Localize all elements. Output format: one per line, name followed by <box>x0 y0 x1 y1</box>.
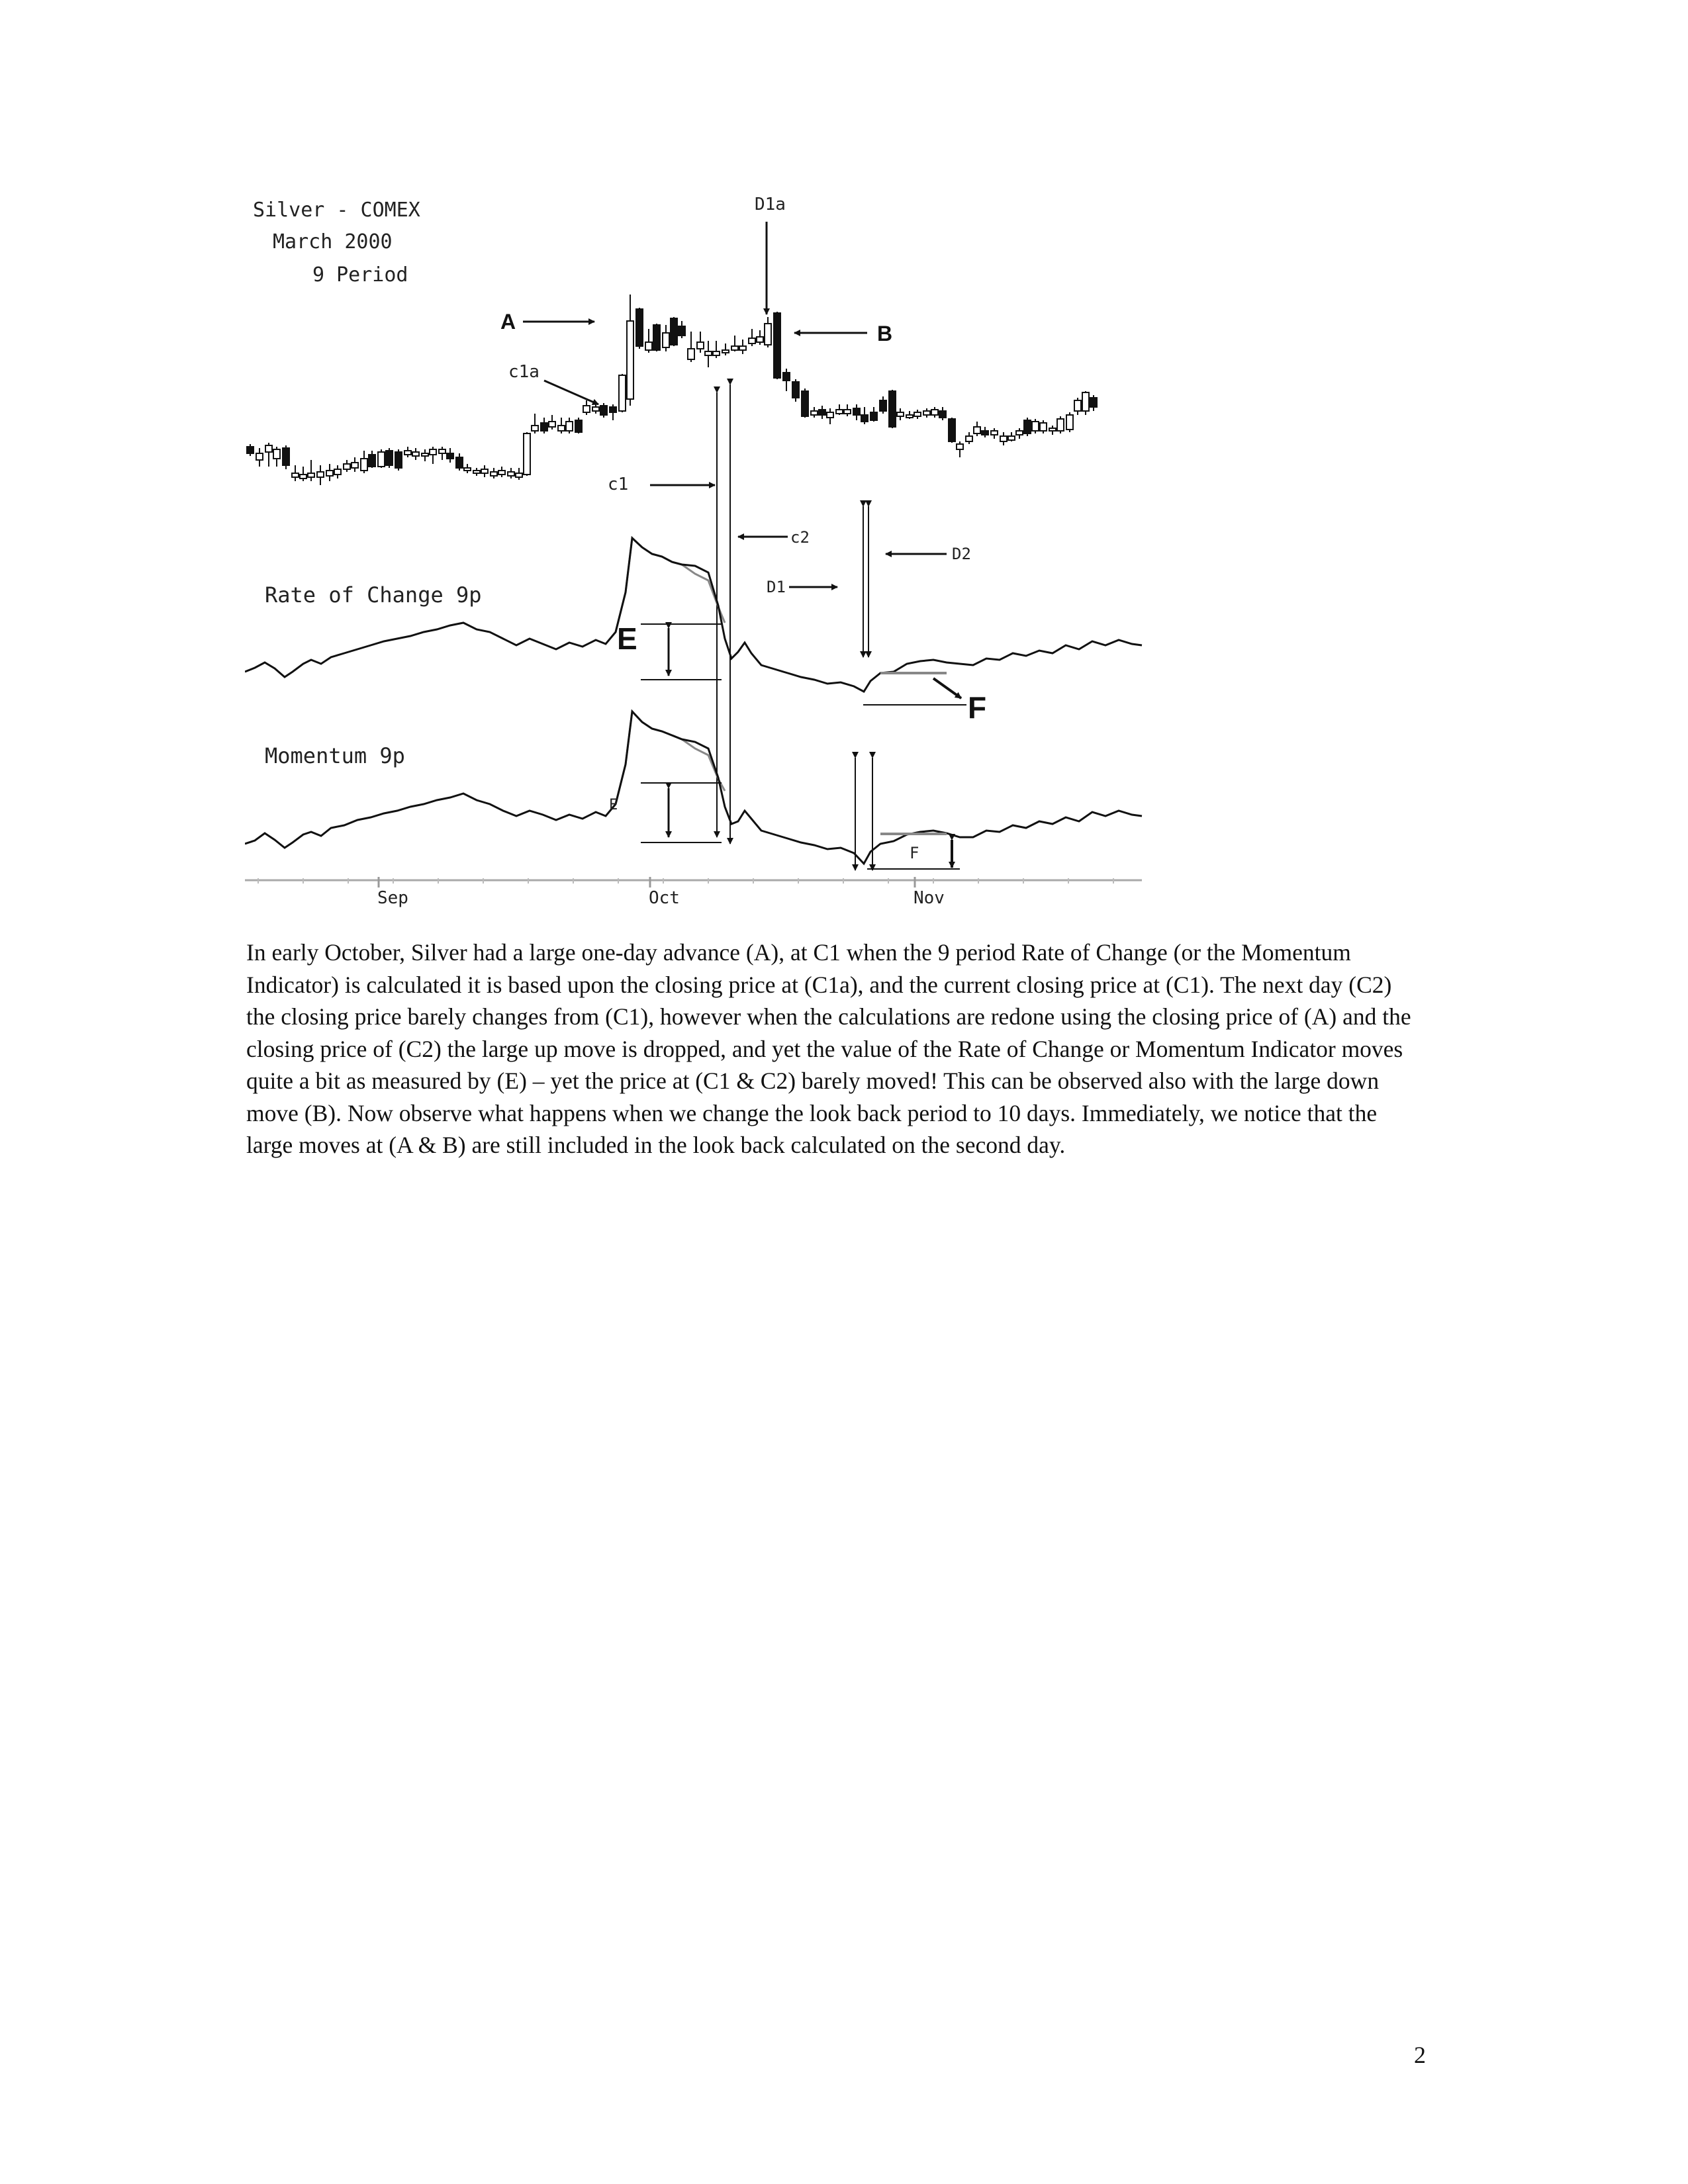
candle-body <box>256 453 263 460</box>
candle-body <box>906 415 913 418</box>
candle-body <box>1057 419 1064 431</box>
candle-body <box>386 451 393 465</box>
candle-body <box>870 412 877 420</box>
candle-body <box>757 337 763 342</box>
candle-body <box>369 455 375 467</box>
candle-body <box>549 422 555 427</box>
candle-body <box>991 431 998 435</box>
candle-body <box>713 351 720 355</box>
chart-title-line-3: 9 Period <box>312 263 408 287</box>
candle-body <box>1049 428 1056 431</box>
roc-label-f: F <box>968 690 987 725</box>
candle-body <box>247 447 254 453</box>
page-number: 2 <box>1414 2042 1426 2068</box>
candle-body <box>1090 398 1097 407</box>
candle-body <box>931 410 938 415</box>
momentum-line-9p <box>245 711 1142 864</box>
candle-body <box>292 473 299 477</box>
candle-body <box>300 475 306 478</box>
candle-body <box>583 406 590 412</box>
candle-body <box>412 452 419 456</box>
candle-body <box>645 342 652 350</box>
candle-body <box>498 471 505 475</box>
price-candlesticks <box>247 295 1097 485</box>
candle-body <box>516 473 522 477</box>
candle-body <box>404 451 411 455</box>
candle-body <box>1016 431 1023 435</box>
roc-title: Rate of Change 9p <box>265 582 482 608</box>
candle-body <box>627 321 633 399</box>
candle-body <box>456 457 463 468</box>
candle-body <box>966 436 972 441</box>
candle-body <box>619 375 626 411</box>
label-c2: c2 <box>790 528 810 547</box>
candle-body <box>739 346 746 350</box>
chart-svg <box>245 182 1152 917</box>
candle-body <box>447 453 453 459</box>
candle-body <box>697 342 704 349</box>
candle-body <box>957 444 963 449</box>
candle-body <box>679 326 685 336</box>
candle-body <box>897 412 904 416</box>
candle-body <box>600 406 607 415</box>
momentum-title: Momentum 9p <box>265 743 405 768</box>
candle-body <box>558 426 565 431</box>
momentum-line-10p <box>616 711 725 804</box>
tick-label-oct: Oct <box>649 888 680 908</box>
candle-body <box>1082 392 1089 411</box>
candle-body <box>575 420 582 432</box>
candle-body <box>819 410 825 415</box>
candle-body <box>541 423 547 431</box>
candle-body <box>1024 420 1031 433</box>
candle-body <box>636 309 643 346</box>
label-b: B <box>877 322 893 345</box>
candle-body <box>811 411 818 415</box>
arrow-c1a <box>544 381 598 404</box>
candle-body <box>949 419 955 441</box>
candle-body <box>395 452 402 468</box>
candle-body <box>688 349 694 359</box>
roc-line-10p <box>616 538 725 632</box>
candle-body <box>308 473 314 477</box>
candle-body <box>889 391 896 427</box>
candle-body <box>836 410 843 414</box>
candle-body <box>827 412 833 418</box>
candle-body <box>939 411 946 418</box>
candle-body <box>653 325 660 350</box>
candle-body <box>317 472 324 477</box>
candle-body <box>473 471 480 473</box>
candle-body <box>783 373 790 381</box>
candle-body <box>265 445 272 452</box>
candle-body <box>378 452 385 467</box>
candle-body <box>731 346 738 350</box>
candle-body <box>722 350 729 353</box>
price-annotations <box>500 195 971 844</box>
candle-body <box>749 338 755 343</box>
candle-body <box>610 407 616 412</box>
candle-body <box>853 408 860 415</box>
candle-body <box>491 472 497 476</box>
momentum-annotations <box>609 758 960 870</box>
candle-body <box>880 400 886 411</box>
label-d1a: D1a <box>755 195 786 214</box>
candle-body <box>283 448 289 465</box>
candle-body <box>982 431 988 435</box>
candle-body <box>334 469 341 475</box>
label-d1: D1 <box>767 578 786 596</box>
candle-body <box>273 449 280 459</box>
chart-title-line-1: Silver - COMEX <box>253 199 420 222</box>
candle-body <box>705 351 712 355</box>
tick-label-nov: Nov <box>914 888 945 908</box>
candle-body <box>1008 436 1015 440</box>
label-a: A <box>500 310 516 334</box>
roc-line-9p <box>245 538 1142 692</box>
candle-body <box>792 382 799 398</box>
candle-body <box>861 415 868 422</box>
candle-body <box>765 324 771 345</box>
candle-body <box>524 433 530 475</box>
candle-body <box>566 422 573 431</box>
candle-body <box>802 391 808 416</box>
roc-annotations <box>617 621 986 725</box>
candle-body <box>439 449 445 453</box>
candle-body <box>344 464 350 469</box>
momentum-label-e: E <box>609 797 618 813</box>
candle-body <box>532 426 538 431</box>
tick-label-sep: Sep <box>377 888 408 908</box>
label-c1: c1 <box>608 475 629 494</box>
candle-body <box>592 407 599 411</box>
roc-f-arrow <box>933 678 961 698</box>
candle-body <box>352 463 358 468</box>
label-d2: D2 <box>952 545 971 563</box>
label-c1a: c1a <box>508 362 539 382</box>
candle-body <box>844 410 851 414</box>
candle-body <box>1074 400 1081 411</box>
caption-paragraph: In early October, Silver had a large one-day advance (A), at C1 when the 9 period Rate of Change (or the Momentum Indicator) is calculated it is based upon the closing price at (C1a), and the current closing price at (C1). The next day (C2) the closing price barely changes from (C1), however when the calculations are redone using the closing price of (A) and the closing price of (C2) the large up move is dropped, and yet the value of the Rate of Change or Momentum Indicator moves quite a bit as measured by (E) – yet the price at (C1 & C2) barely moved! This can be observed also with the large down move (B). Now observe what happens when we change the look back period to 10 days. Immediately, we notice that the large moves at (A & B) are still included in the look back calculated on the second day. <box>246 939 1411 1158</box>
candle-body <box>1032 422 1039 431</box>
candle-body <box>974 427 980 433</box>
date-axis <box>245 877 1142 908</box>
candle-body <box>361 459 367 471</box>
candle-body <box>774 313 780 378</box>
candle-body <box>326 471 333 476</box>
candle-body <box>663 333 669 347</box>
candle-body <box>508 472 514 476</box>
chart-title-line-2: March 2000 <box>273 230 393 253</box>
candle-body <box>464 468 471 471</box>
candle-body <box>923 411 930 415</box>
candle-body <box>430 449 436 455</box>
candle-body <box>422 453 428 456</box>
momentum-label-f: F <box>910 844 919 862</box>
roc-label-e: E <box>617 621 637 656</box>
candle-body <box>671 318 677 345</box>
candle-body <box>1066 415 1073 430</box>
silver-chart-figure <box>245 182 1152 917</box>
candle-body <box>914 412 921 416</box>
candle-body <box>481 469 488 473</box>
candle-body <box>1040 423 1047 431</box>
candle-body <box>1000 436 1007 441</box>
